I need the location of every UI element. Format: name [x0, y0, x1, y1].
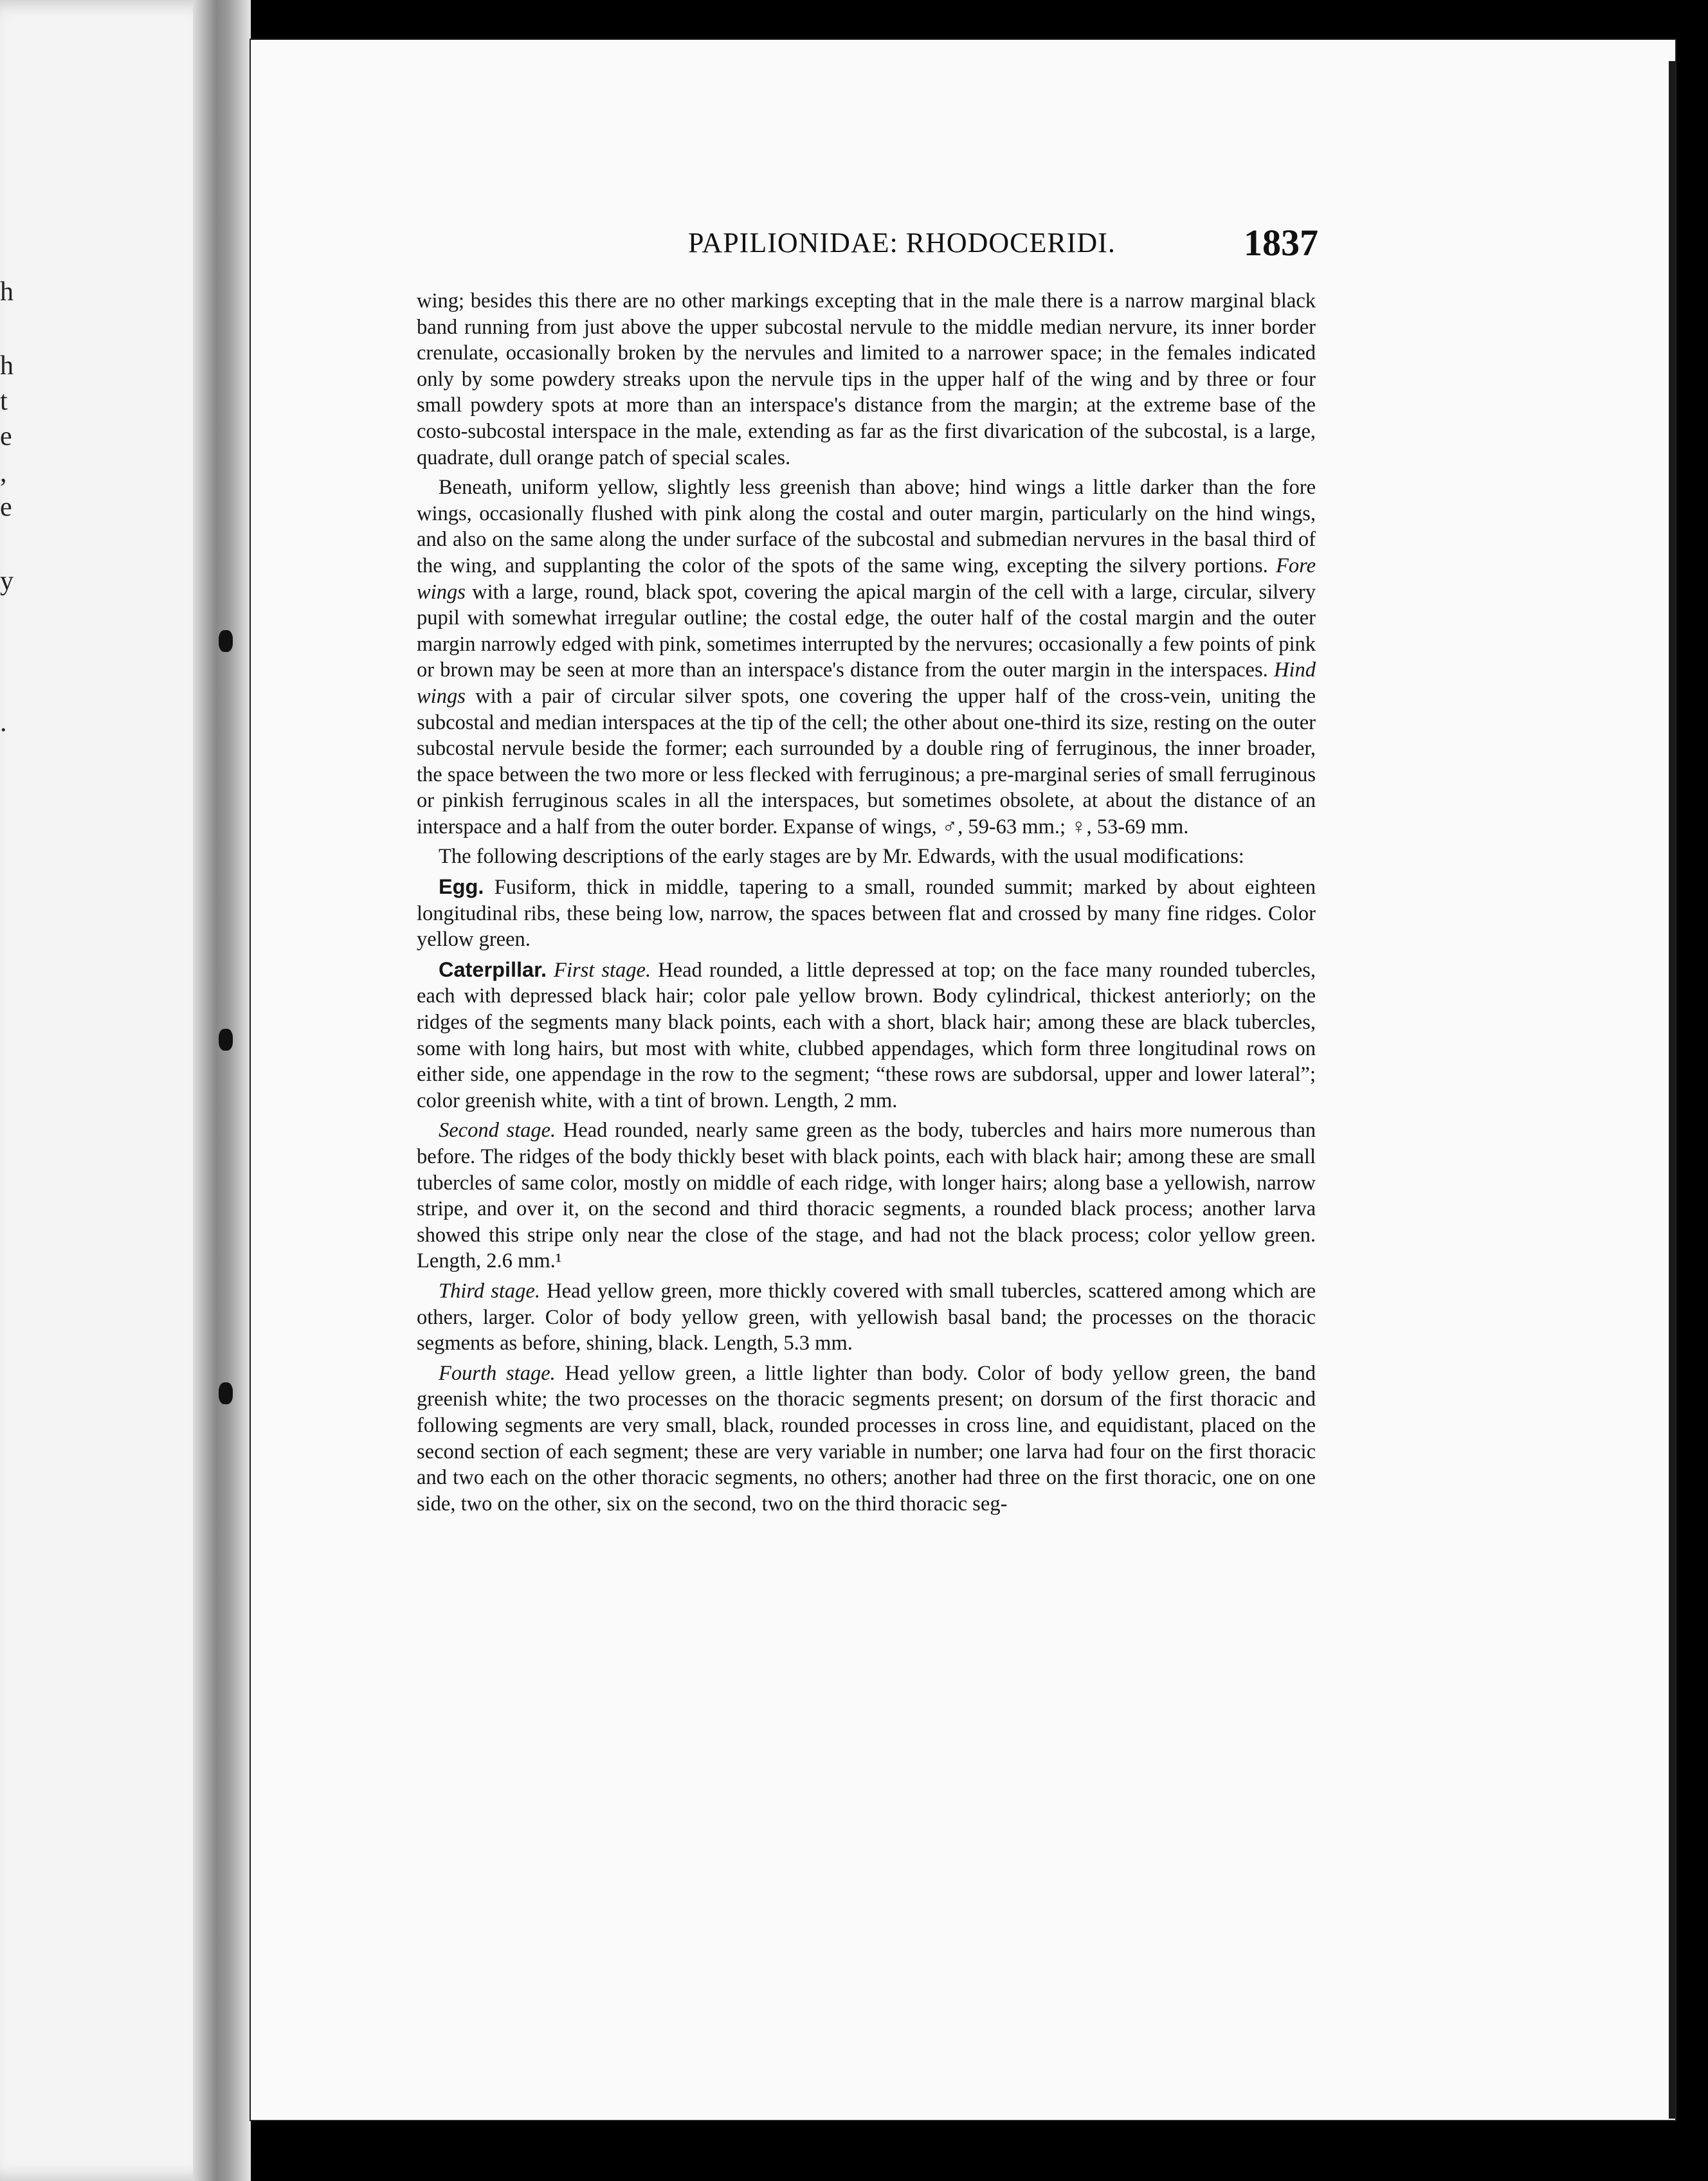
- paragraph-second-stage: Second stage. Head rounded, nearly same green as the body, tubercles and hairs more numerous than before. The ridges of the body thickly beset with black points, each with black hair; among these are small tubercles of same color, mostly on middle of each ridge, with longer hairs; along base a yellowish, narrow stripe, and over it, on the second and third thoracic segments, a rounded black process; another larva showed this stripe only near the close of the stage, and had not the black process; color yellow green. Length, 2.6 mm.¹: [417, 1119, 1316, 1273]
- section-heading: Egg.: [439, 875, 484, 899]
- inline-label: Third stage.: [439, 1279, 540, 1303]
- inline-label: Hind wings: [417, 658, 1316, 708]
- paragraph-egg: Egg. Fusiform, thick in middle, tapering to a small, rounded summit; marked by about eighteen longitudinal ribs, these being low, narrow, the spaces between flat and crossed by many fine ridges. Color yellow green.: [417, 875, 1316, 952]
- facing-page-fragment: y: [0, 566, 14, 596]
- inline-label: Second stage.: [439, 1119, 556, 1143]
- inline-label: Fore wings: [417, 554, 1316, 604]
- section-heading: Caterpillar.: [439, 957, 547, 981]
- binding-stitch: [219, 630, 233, 652]
- facing-page-edge: [0, 0, 222, 2181]
- facing-page-fragment: e: [0, 493, 12, 522]
- running-title: PAPILIONIDAE: RHODOCERIDI.: [688, 227, 1116, 258]
- facing-page-fragment: .: [0, 708, 7, 738]
- paragraph-third-stage: Third stage. Head yellow green, more thickly covered with small tubercles, scattered among which are others, larger. Color of body yellow green, with yellowish basal band; the processes on the thoracic segments as before, shining, black. Length, 5.3 mm.: [417, 1279, 1316, 1355]
- inline-label: Fourth stage.: [439, 1361, 556, 1385]
- binding-stitch: [219, 1382, 233, 1404]
- page-edge-shadow: [1669, 61, 1675, 2119]
- paragraph: Beneath, uniform yellow, slightly less greenish than above; hind wings a little darker than the fore wings, occasionally flushed with pink along the costal and outer margin, particularly on the hind wings, and also on the same along the under surface of the subcostal and submedian nervures in the basal third of the wing, and supplanting the color of the spots of the same wing, excepting the silvery portions. Fore wings with a large, round, black spot, covering the apical margin of the cell with a large, circular, silvery pupil with somewhat irregular outline; the costal edge, the outer half of the costal margin and the outer margin narrowly edged with pink, sometimes interrupted by the nervures; occasionally a few points of pink or brown may be seen at more than an interspace's distance from the outer margin in the interspaces. Hind wings with a pair of circular silver spots, one covering the upper half of the cross-vein, uniting the subcostal and median interspaces at the tip of the cell; the other about one-third its size, resting on the outer subcostal nervule beside the former; each surrounded by a double ring of ferruginous, the inner broader, the space between the two more or less flecked with ferruginous; a pre-marginal series of small ferruginous or pinkish ferruginous scales in all the interspaces, but sometimes obsolete, at about the distance of an interspace and a half from the outer border. Expanse of wings, ♂, 59-63 mm.; ♀, 53-69 mm.: [417, 476, 1316, 838]
- paragraph-fourth-stage: Fourth stage. Head yellow green, a little lighter than body. Color of body yellow green, the band greenish white; the two processes on the thoracic segments present; on dorsum of the first thoracic and following segments are very small, black, rounded processes in cross line, and equidistant, placed on the second section of each segment; these are very variable in number; one larva had four on the first thoracic and two each on the other thoracic segments, no others; another had three on the first thoracic, one on one side, two on the other, six on the second, two on the third thoracic seg-: [417, 1361, 1316, 1516]
- page-number: 1837: [1244, 222, 1318, 264]
- facing-page-fragment: h: [0, 351, 14, 381]
- body-text: [417, 288, 1316, 1521]
- facing-page-fragment: ,: [0, 458, 7, 488]
- paragraph: The following descriptions of the early stages are by Mr. Edwards, with the usual modifications:: [439, 845, 1244, 869]
- paragraph-caterpillar: Caterpillar. First stage. Head rounded, a little depressed at top; on the face many rounded tubercles, each with depressed black hair; color pale yellow brown. Body cylindrical, thickest anteriorly; on the ridges of the segments many black points, each with a short, black hair; among these are black tubercles, some with long hairs, but most with white, clubbed appendages, which form three longitudinal rows on either side, one appendage in the row to the segment; “these rows are subdorsal, upper and lower lateral”; color greenish white, with a tint of brown. Length, 2 mm.: [417, 957, 1316, 1112]
- facing-page-fragment: t: [0, 386, 8, 416]
- inline-label: First stage.: [554, 958, 651, 982]
- page-header: [405, 222, 1318, 271]
- facing-page-fragment: h: [0, 277, 14, 307]
- facing-page-fragment: e: [0, 422, 12, 451]
- book-gutter: [193, 0, 251, 2181]
- binding-stitch: [219, 1029, 233, 1051]
- paragraph: wing; besides this there are no other markings excepting that in the male there is a narrow marginal black band running from just above the upper subcostal nervule to the middle median nervure, its inner border crenulate, occasionally broken by the nervules and limited to a narrower space; in the females indicated only by some powdery streaks upon the nervule tips in the upper half of the wing and by three or four small powdery spots at more than an interspace's distance from the margin; at the extreme base of the costo-subcostal interspace in the male, extending as far as the first divarication of the subcostal, is a large, quadrate, dull orange patch of special scales.: [417, 289, 1316, 469]
